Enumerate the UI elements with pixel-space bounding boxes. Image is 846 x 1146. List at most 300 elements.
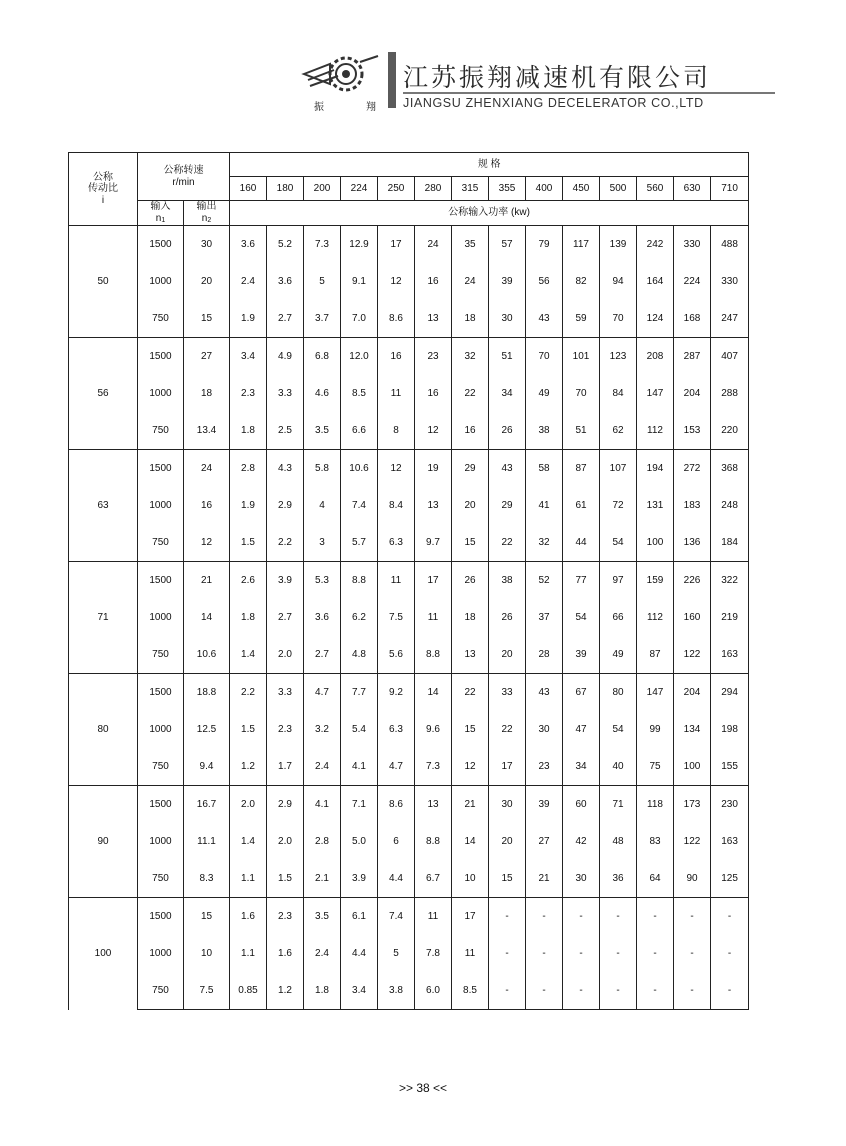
table-row bbox=[69, 972, 749, 1010]
company-logo bbox=[300, 52, 380, 116]
output-speed-cell: 10 bbox=[184, 935, 230, 972]
power-value-cell: 6.2 bbox=[341, 599, 378, 636]
power-value-cell: 2.3 bbox=[230, 375, 267, 412]
power-value-cell: 3.3 bbox=[267, 674, 304, 712]
table-row bbox=[69, 300, 749, 338]
power-value-cell: 7.5 bbox=[378, 599, 415, 636]
power-value-cell: 288 bbox=[711, 375, 749, 412]
power-value-cell: 40 bbox=[600, 748, 637, 786]
power-value-cell: 99 bbox=[637, 711, 674, 748]
header-divider-bar bbox=[388, 52, 396, 108]
size-header: 315 bbox=[452, 177, 489, 201]
power-value-cell: 70 bbox=[526, 338, 563, 376]
table-row bbox=[69, 860, 749, 898]
power-value-cell: 5.3 bbox=[304, 562, 341, 600]
power-value-cell: 21 bbox=[526, 860, 563, 898]
power-value-cell: 117 bbox=[563, 226, 600, 264]
power-value-cell: 242 bbox=[637, 226, 674, 264]
power-value-cell: - bbox=[711, 972, 749, 1010]
power-value-cell: 87 bbox=[637, 636, 674, 674]
power-value-cell: 2.8 bbox=[230, 450, 267, 488]
power-value-cell: 11 bbox=[378, 562, 415, 600]
power-value-cell: 107 bbox=[600, 450, 637, 488]
power-value-cell: 39 bbox=[563, 636, 600, 674]
power-value-cell: 2.0 bbox=[267, 823, 304, 860]
power-header-cell: 公称输入功率 (kw) bbox=[230, 201, 749, 226]
power-value-cell: 12 bbox=[452, 748, 489, 786]
power-value-cell: 26 bbox=[452, 562, 489, 600]
power-value-cell: 54 bbox=[600, 711, 637, 748]
table-row bbox=[69, 823, 749, 860]
power-value-cell: 8.8 bbox=[415, 636, 452, 674]
power-value-cell: 14 bbox=[452, 823, 489, 860]
power-value-cell: 230 bbox=[711, 786, 749, 824]
power-value-cell: - bbox=[711, 898, 749, 936]
power-value-cell: - bbox=[600, 972, 637, 1010]
power-value-cell: 12.0 bbox=[341, 338, 378, 376]
power-value-cell: 219 bbox=[711, 599, 749, 636]
power-value-cell: 488 bbox=[711, 226, 749, 264]
ratio-header-cell: 公称 传动比 i bbox=[69, 153, 138, 226]
input-speed-cell: 750 bbox=[138, 412, 184, 450]
power-value-cell: 1.8 bbox=[230, 412, 267, 450]
ratio-cell: 50 bbox=[69, 226, 138, 338]
size-header: 355 bbox=[489, 177, 526, 201]
size-header: 500 bbox=[600, 177, 637, 201]
power-value-cell: 8.4 bbox=[378, 487, 415, 524]
power-value-cell: - bbox=[637, 935, 674, 972]
power-value-cell: 30 bbox=[526, 711, 563, 748]
size-header: 224 bbox=[341, 177, 378, 201]
output-speed-cell: 15 bbox=[184, 898, 230, 936]
power-value-cell: 48 bbox=[600, 823, 637, 860]
power-value-cell: 2.5 bbox=[267, 412, 304, 450]
power-value-cell: 30 bbox=[563, 860, 600, 898]
power-value-cell: 2.4 bbox=[304, 935, 341, 972]
power-value-cell: 8.5 bbox=[452, 972, 489, 1010]
power-value-cell: 208 bbox=[637, 338, 674, 376]
power-value-cell: 368 bbox=[711, 450, 749, 488]
power-value-cell: 153 bbox=[674, 412, 711, 450]
output-speed-cell: 14 bbox=[184, 599, 230, 636]
ratio-cell: 63 bbox=[69, 450, 138, 562]
power-value-cell: - bbox=[526, 935, 563, 972]
power-value-cell: 32 bbox=[452, 338, 489, 376]
size-header: 200 bbox=[304, 177, 341, 201]
output-speed-cell: 20 bbox=[184, 263, 230, 300]
power-value-cell: 3.6 bbox=[267, 263, 304, 300]
power-value-cell: 2.6 bbox=[230, 562, 267, 600]
power-value-cell: 29 bbox=[489, 487, 526, 524]
power-value-cell: 7.4 bbox=[341, 487, 378, 524]
power-value-cell: 16 bbox=[415, 375, 452, 412]
power-value-cell: 134 bbox=[674, 711, 711, 748]
power-value-cell: 6 bbox=[378, 823, 415, 860]
power-value-cell: 61 bbox=[563, 487, 600, 524]
power-value-cell: 2.9 bbox=[267, 786, 304, 824]
header-rule bbox=[403, 92, 775, 94]
power-value-cell: 33 bbox=[489, 674, 526, 712]
size-header: 180 bbox=[267, 177, 304, 201]
size-header: 630 bbox=[674, 177, 711, 201]
table-row bbox=[69, 562, 749, 600]
power-value-cell: 38 bbox=[526, 412, 563, 450]
power-value-cell: - bbox=[600, 898, 637, 936]
power-value-cell: 24 bbox=[415, 226, 452, 264]
power-value-cell: 34 bbox=[489, 375, 526, 412]
table-row bbox=[69, 898, 749, 936]
power-value-cell: 75 bbox=[637, 748, 674, 786]
power-value-cell: - bbox=[711, 935, 749, 972]
power-value-cell: 2.3 bbox=[267, 898, 304, 936]
power-value-cell: 131 bbox=[637, 487, 674, 524]
power-value-cell: 83 bbox=[637, 823, 674, 860]
power-value-cell: 3.9 bbox=[341, 860, 378, 898]
power-value-cell: 3.3 bbox=[267, 375, 304, 412]
speed-header-cell: 公称转速 r/min bbox=[138, 153, 230, 201]
power-value-cell: 0.85 bbox=[230, 972, 267, 1010]
power-value-cell: 1.9 bbox=[230, 487, 267, 524]
power-value-cell: 7.3 bbox=[304, 226, 341, 264]
power-value-cell: 1.2 bbox=[230, 748, 267, 786]
power-value-cell: 43 bbox=[526, 300, 563, 338]
table-row bbox=[69, 375, 749, 412]
power-value-cell: 17 bbox=[452, 898, 489, 936]
power-value-cell: 2.2 bbox=[230, 674, 267, 712]
ratio-cell: 56 bbox=[69, 338, 138, 450]
power-value-cell: 7.3 bbox=[415, 748, 452, 786]
power-value-cell: 100 bbox=[637, 524, 674, 562]
company-name-en: JIANGSU ZHENXIANG DECELERATOR CO.,LTD bbox=[403, 96, 704, 110]
power-value-cell: 16 bbox=[415, 263, 452, 300]
power-value-cell: 112 bbox=[637, 412, 674, 450]
power-value-cell: 3 bbox=[304, 524, 341, 562]
power-value-cell: 11 bbox=[415, 599, 452, 636]
input-speed-cell: 750 bbox=[138, 636, 184, 674]
input-speed-cell: 1000 bbox=[138, 711, 184, 748]
power-value-cell: 9.6 bbox=[415, 711, 452, 748]
power-value-cell: 160 bbox=[674, 599, 711, 636]
power-value-cell: - bbox=[563, 935, 600, 972]
power-value-cell: 1.8 bbox=[230, 599, 267, 636]
power-value-cell: 42 bbox=[563, 823, 600, 860]
power-value-cell: 23 bbox=[415, 338, 452, 376]
output-speed-cell: 15 bbox=[184, 300, 230, 338]
power-value-cell: 8.5 bbox=[341, 375, 378, 412]
power-value-cell: - bbox=[526, 898, 563, 936]
power-value-cell: 56 bbox=[526, 263, 563, 300]
power-value-cell: 147 bbox=[637, 674, 674, 712]
power-value-cell: 6.1 bbox=[341, 898, 378, 936]
power-value-cell: 8.8 bbox=[341, 562, 378, 600]
power-value-cell: 9.2 bbox=[378, 674, 415, 712]
power-value-cell: 136 bbox=[674, 524, 711, 562]
power-value-cell: 66 bbox=[600, 599, 637, 636]
power-value-cell: 330 bbox=[711, 263, 749, 300]
power-value-cell: 272 bbox=[674, 450, 711, 488]
power-value-cell: 118 bbox=[637, 786, 674, 824]
power-value-cell: 2.7 bbox=[304, 636, 341, 674]
power-value-cell: 12.9 bbox=[341, 226, 378, 264]
table-row bbox=[69, 412, 749, 450]
output-speed-cell: 12 bbox=[184, 524, 230, 562]
size-header: 250 bbox=[378, 177, 415, 201]
power-value-cell: 3.9 bbox=[267, 562, 304, 600]
power-value-cell: 20 bbox=[452, 487, 489, 524]
power-value-cell: 123 bbox=[600, 338, 637, 376]
power-value-cell: 4.8 bbox=[341, 636, 378, 674]
table-row bbox=[69, 226, 749, 264]
power-value-cell: 14 bbox=[415, 674, 452, 712]
power-value-cell: 36 bbox=[600, 860, 637, 898]
input-speed-cell: 1000 bbox=[138, 935, 184, 972]
input-speed-cell: 1000 bbox=[138, 263, 184, 300]
power-value-cell: 139 bbox=[600, 226, 637, 264]
table-row bbox=[69, 748, 749, 786]
power-value-cell: 287 bbox=[674, 338, 711, 376]
power-value-cell: 6.3 bbox=[378, 524, 415, 562]
power-value-cell: 4.4 bbox=[341, 935, 378, 972]
power-value-cell: 32 bbox=[526, 524, 563, 562]
power-value-cell: 26 bbox=[489, 412, 526, 450]
power-value-cell: 183 bbox=[674, 487, 711, 524]
power-value-cell: 147 bbox=[637, 375, 674, 412]
power-value-cell: 8.8 bbox=[415, 823, 452, 860]
power-value-cell: 2.2 bbox=[267, 524, 304, 562]
power-value-cell: 101 bbox=[563, 338, 600, 376]
power-value-cell: 43 bbox=[526, 674, 563, 712]
power-value-cell: 35 bbox=[452, 226, 489, 264]
power-value-cell: 11 bbox=[452, 935, 489, 972]
input-speed-cell: 1000 bbox=[138, 375, 184, 412]
power-value-cell: 82 bbox=[563, 263, 600, 300]
power-value-cell: 57 bbox=[489, 226, 526, 264]
power-value-cell: 163 bbox=[711, 823, 749, 860]
power-value-cell: 4.7 bbox=[304, 674, 341, 712]
power-value-cell: 5 bbox=[378, 935, 415, 972]
power-value-cell: 3.6 bbox=[304, 599, 341, 636]
table-row bbox=[69, 263, 749, 300]
table-row bbox=[69, 786, 749, 824]
power-value-cell: 47 bbox=[563, 711, 600, 748]
power-value-cell: 3.8 bbox=[378, 972, 415, 1010]
power-value-cell: 39 bbox=[526, 786, 563, 824]
power-value-cell: 7.7 bbox=[341, 674, 378, 712]
power-value-cell: - bbox=[489, 972, 526, 1010]
input-speed-cell: 1500 bbox=[138, 898, 184, 936]
power-value-cell: 5.7 bbox=[341, 524, 378, 562]
input-speed-cell: 1000 bbox=[138, 599, 184, 636]
power-value-cell: 26 bbox=[489, 599, 526, 636]
power-value-cell: 164 bbox=[637, 263, 674, 300]
power-value-cell: 12 bbox=[378, 263, 415, 300]
output-speed-cell: 9.4 bbox=[184, 748, 230, 786]
power-value-cell: 294 bbox=[711, 674, 749, 712]
output-speed-header: 输出 n2 bbox=[184, 201, 230, 226]
power-value-cell: 16 bbox=[378, 338, 415, 376]
power-value-cell: - bbox=[600, 935, 637, 972]
power-value-cell: 125 bbox=[711, 860, 749, 898]
power-value-cell: 2.1 bbox=[304, 860, 341, 898]
power-value-cell: 1.2 bbox=[267, 972, 304, 1010]
power-value-cell: 72 bbox=[600, 487, 637, 524]
output-speed-cell: 18.8 bbox=[184, 674, 230, 712]
power-value-cell: 27 bbox=[526, 823, 563, 860]
output-speed-cell: 16.7 bbox=[184, 786, 230, 824]
power-value-cell: 7.8 bbox=[415, 935, 452, 972]
power-value-cell: 11 bbox=[378, 375, 415, 412]
power-value-cell: 330 bbox=[674, 226, 711, 264]
power-value-cell: - bbox=[637, 898, 674, 936]
power-value-cell: 4.1 bbox=[304, 786, 341, 824]
power-value-cell: 122 bbox=[674, 636, 711, 674]
power-value-cell: 39 bbox=[489, 263, 526, 300]
power-value-cell: 51 bbox=[563, 412, 600, 450]
power-value-cell: 17 bbox=[415, 562, 452, 600]
power-value-cell: 9.1 bbox=[341, 263, 378, 300]
power-value-cell: 13 bbox=[415, 300, 452, 338]
power-value-cell: 20 bbox=[489, 823, 526, 860]
size-header: 710 bbox=[711, 177, 749, 201]
power-value-cell: 3.4 bbox=[341, 972, 378, 1010]
power-value-cell: 4.1 bbox=[341, 748, 378, 786]
power-value-cell: 224 bbox=[674, 263, 711, 300]
power-value-cell: 9.7 bbox=[415, 524, 452, 562]
output-speed-cell: 27 bbox=[184, 338, 230, 376]
power-value-cell: 248 bbox=[711, 487, 749, 524]
power-value-cell: 4 bbox=[304, 487, 341, 524]
power-value-cell: 3.4 bbox=[230, 338, 267, 376]
power-value-cell: 29 bbox=[452, 450, 489, 488]
power-value-cell: 2.0 bbox=[267, 636, 304, 674]
power-value-cell: 204 bbox=[674, 674, 711, 712]
power-value-cell: 1.6 bbox=[230, 898, 267, 936]
power-value-cell: 84 bbox=[600, 375, 637, 412]
table-row bbox=[69, 487, 749, 524]
power-value-cell: 4.6 bbox=[304, 375, 341, 412]
power-value-cell: 15 bbox=[452, 524, 489, 562]
table-row bbox=[69, 636, 749, 674]
input-speed-cell: 750 bbox=[138, 524, 184, 562]
power-value-cell: 1.5 bbox=[267, 860, 304, 898]
power-value-cell: 49 bbox=[600, 636, 637, 674]
power-value-cell: 80 bbox=[600, 674, 637, 712]
power-value-cell: 7.0 bbox=[341, 300, 378, 338]
power-value-cell: 43 bbox=[489, 450, 526, 488]
power-value-cell: 163 bbox=[711, 636, 749, 674]
input-speed-cell: 1500 bbox=[138, 674, 184, 712]
power-value-cell: - bbox=[674, 935, 711, 972]
power-value-cell: 247 bbox=[711, 300, 749, 338]
power-value-cell: 28 bbox=[526, 636, 563, 674]
power-value-cell: - bbox=[563, 898, 600, 936]
output-speed-cell: 24 bbox=[184, 450, 230, 488]
power-value-cell: 12 bbox=[378, 450, 415, 488]
power-value-cell: - bbox=[674, 972, 711, 1010]
page-header bbox=[300, 44, 820, 114]
power-value-cell: 30 bbox=[489, 300, 526, 338]
power-value-cell: 5.4 bbox=[341, 711, 378, 748]
power-value-cell: 13 bbox=[415, 786, 452, 824]
power-value-cell: 79 bbox=[526, 226, 563, 264]
power-rating-table bbox=[68, 152, 749, 1010]
table-row bbox=[69, 338, 749, 376]
input-speed-cell: 1500 bbox=[138, 562, 184, 600]
power-value-cell: 71 bbox=[600, 786, 637, 824]
power-value-cell: 173 bbox=[674, 786, 711, 824]
power-value-cell: 60 bbox=[563, 786, 600, 824]
power-value-cell: 1.1 bbox=[230, 935, 267, 972]
power-value-cell: 10 bbox=[452, 860, 489, 898]
power-value-cell: 20 bbox=[489, 636, 526, 674]
power-value-cell: 11 bbox=[415, 898, 452, 936]
power-value-cell: 5.8 bbox=[304, 450, 341, 488]
power-value-cell: 3.6 bbox=[230, 226, 267, 264]
power-value-cell: 30 bbox=[489, 786, 526, 824]
power-value-cell: 8 bbox=[378, 412, 415, 450]
input-speed-cell: 750 bbox=[138, 860, 184, 898]
power-value-cell: 2.3 bbox=[267, 711, 304, 748]
power-value-cell: 70 bbox=[600, 300, 637, 338]
input-speed-cell: 1000 bbox=[138, 823, 184, 860]
power-value-cell: 2.7 bbox=[267, 300, 304, 338]
power-value-cell: 159 bbox=[637, 562, 674, 600]
power-value-cell: 5.0 bbox=[341, 823, 378, 860]
power-value-cell: 22 bbox=[452, 674, 489, 712]
table-row bbox=[69, 674, 749, 712]
spec-header-cell: 规 格 bbox=[230, 153, 749, 177]
ratio-cell: 80 bbox=[69, 674, 138, 786]
power-value-cell: 6.0 bbox=[415, 972, 452, 1010]
power-value-cell: 49 bbox=[526, 375, 563, 412]
power-value-cell: 24 bbox=[452, 263, 489, 300]
power-value-cell: 90 bbox=[674, 860, 711, 898]
power-value-cell: 194 bbox=[637, 450, 674, 488]
power-value-cell: 16 bbox=[452, 412, 489, 450]
input-speed-cell: 1500 bbox=[138, 786, 184, 824]
power-value-cell: 54 bbox=[563, 599, 600, 636]
input-speed-cell: 750 bbox=[138, 300, 184, 338]
power-value-cell: 19 bbox=[415, 450, 452, 488]
power-value-cell: 1.9 bbox=[230, 300, 267, 338]
power-value-cell: 1.1 bbox=[230, 860, 267, 898]
power-value-cell: 3.5 bbox=[304, 898, 341, 936]
output-speed-cell: 21 bbox=[184, 562, 230, 600]
power-value-cell: 13 bbox=[415, 487, 452, 524]
power-value-cell: 198 bbox=[711, 711, 749, 748]
power-value-cell: 4.4 bbox=[378, 860, 415, 898]
power-value-cell: 51 bbox=[489, 338, 526, 376]
power-value-cell: 100 bbox=[674, 748, 711, 786]
power-value-cell: 7.1 bbox=[341, 786, 378, 824]
input-speed-cell: 750 bbox=[138, 748, 184, 786]
power-value-cell: 1.6 bbox=[267, 935, 304, 972]
power-value-cell: 67 bbox=[563, 674, 600, 712]
power-value-cell: 22 bbox=[489, 524, 526, 562]
power-value-cell: 2.4 bbox=[304, 748, 341, 786]
power-value-cell: - bbox=[526, 972, 563, 1010]
power-value-cell: 17 bbox=[489, 748, 526, 786]
power-value-cell: 38 bbox=[489, 562, 526, 600]
power-value-cell: 2.4 bbox=[230, 263, 267, 300]
power-value-cell: - bbox=[489, 898, 526, 936]
output-speed-cell: 30 bbox=[184, 226, 230, 264]
power-value-cell: 4.9 bbox=[267, 338, 304, 376]
power-value-cell: 204 bbox=[674, 375, 711, 412]
power-value-cell: 62 bbox=[600, 412, 637, 450]
power-value-cell: - bbox=[637, 972, 674, 1010]
power-value-cell: 112 bbox=[637, 599, 674, 636]
